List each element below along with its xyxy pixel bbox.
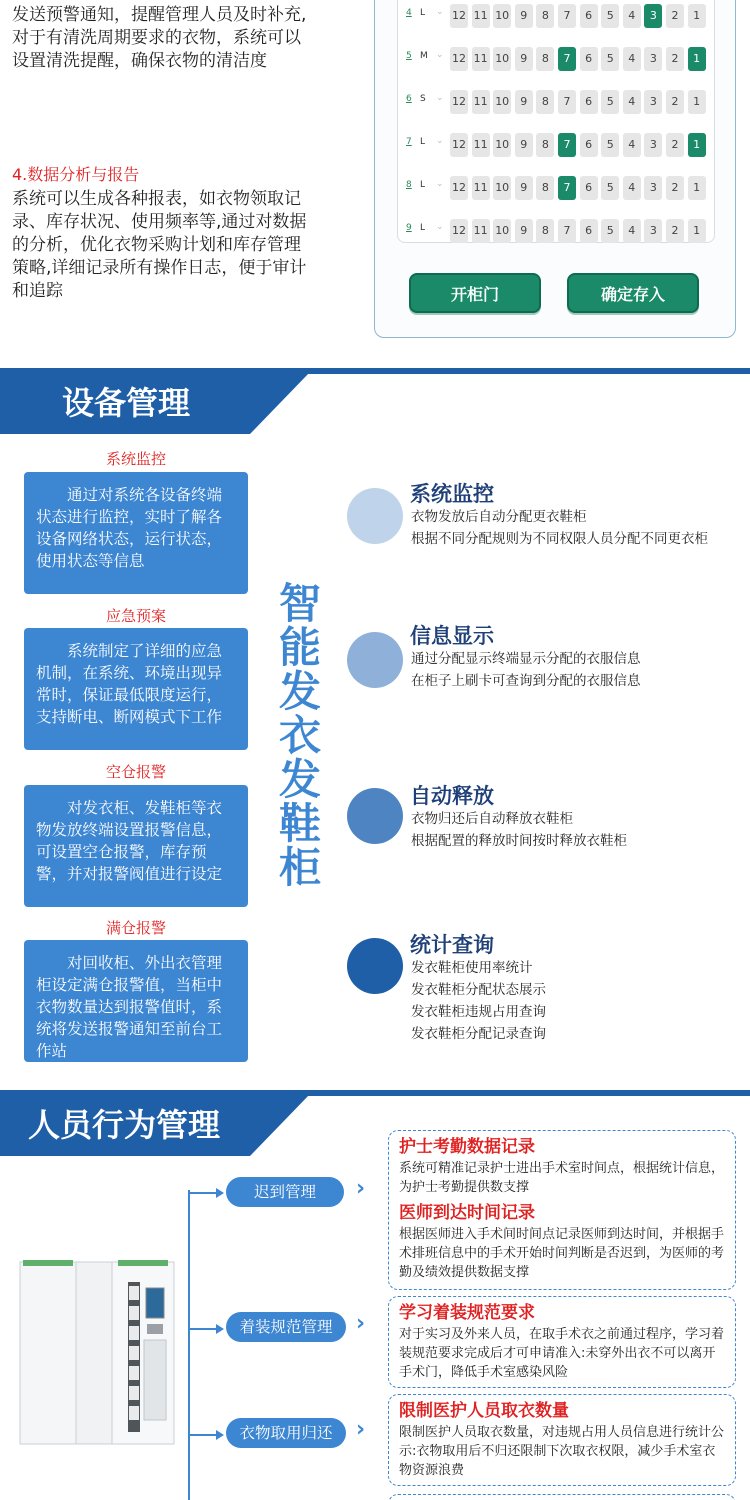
feature-title: 自动释放 (410, 784, 494, 808)
chevron-down-icon[interactable]: ⌄ (436, 50, 444, 60)
row-size: L (420, 180, 426, 190)
slot-row (398, 47, 716, 71)
slot-cell[interactable]: 10 (493, 90, 511, 114)
slot-cell[interactable]: 7 (558, 47, 576, 71)
slot-cell[interactable]: 3 (644, 219, 662, 243)
row-number: 5 (406, 51, 412, 61)
slot-cell[interactable]: 2 (666, 90, 684, 114)
monitor-box: 通过对系统各设备终端状态进行监控，实时了解各设备网络状态，运行状态，使用状态等信息 (24, 472, 248, 594)
slot-cell[interactable]: 10 (493, 176, 511, 200)
slot-row (398, 90, 716, 114)
slot-cell[interactable]: 6 (580, 90, 598, 114)
slot-cell[interactable]: 3 (644, 90, 662, 114)
feature-circle (347, 632, 403, 688)
slot-cell[interactable]: 4 (623, 219, 641, 243)
chevron-down-icon[interactable]: ⌄ (436, 93, 444, 103)
row-number: 9 (406, 223, 412, 233)
body-line: 录、库存状况、使用频率等,通过对数据 (12, 212, 307, 232)
chevron-right-icon: › (356, 1417, 366, 1442)
section-4-title: 4.数据分析与报告 (12, 165, 140, 184)
slot-cell[interactable]: 7 (558, 219, 576, 243)
dress-code-pill: 着装规范管理 (226, 1312, 346, 1342)
slot-cell[interactable]: 12 (450, 90, 468, 114)
slot-cell[interactable]: 10 (493, 133, 511, 157)
slot-cell[interactable]: 6 (580, 133, 598, 157)
row-size: L (420, 223, 426, 233)
slot-row (398, 176, 716, 200)
slot-cell[interactable]: 7 (558, 4, 576, 28)
slot-cell[interactable]: 2 (666, 176, 684, 200)
connector-line (188, 1328, 216, 1330)
intro-line: 发送预警通知，提醒管理人员及时补充, (12, 5, 307, 25)
slot-cell[interactable]: 1 (688, 47, 706, 71)
slot-cell[interactable]: 4 (623, 47, 641, 71)
row-number: 6 (406, 94, 412, 104)
open-door-button[interactable]: 开柜门 (409, 273, 541, 313)
feature-line: 发衣鞋柜违规占用查询 (411, 1004, 546, 1020)
slot-cell[interactable]: 3 (644, 47, 662, 71)
slot-cell[interactable]: 5 (601, 176, 619, 200)
chevron-right-icon: › (356, 1311, 366, 1336)
empty-alarm-tag: 空仓报警 (105, 763, 166, 781)
slot-cell[interactable]: 8 (536, 4, 554, 28)
body-line: 的分析，优化衣物采购计划和库存管理 (12, 235, 301, 255)
slot-row (398, 219, 716, 243)
intro-line: 对于有清洗周期要求的衣物，系统可以 (12, 28, 301, 48)
slot-cell[interactable]: 7 (558, 176, 576, 200)
row-number: 8 (406, 180, 412, 190)
arrow-icon (216, 1324, 224, 1334)
slot-cell[interactable]: 2 (666, 219, 684, 243)
slot-cell[interactable]: 6 (580, 4, 598, 28)
item-title: 护士考勤数据记录 (399, 1137, 535, 1157)
slot-cell[interactable]: 9 (515, 90, 533, 114)
next-box-edge (388, 1494, 736, 1500)
slot-cell[interactable]: 5 (601, 4, 619, 28)
emergency-box: 系统制定了详细的应急机制，在系统、环境出现异常时，保证最低限度运行，支持断电、断网模式下工作 (24, 628, 248, 750)
feature-line: 发衣鞋柜分配状态展示 (411, 982, 546, 998)
slot-cell[interactable]: 9 (515, 47, 533, 71)
slot-cell[interactable]: 11 (472, 90, 490, 114)
empty-alarm-box: 对发衣柜、发鞋柜等衣物发放终端设置报警信息，可设置空仓报警，库存预警，并对报警阀值进行设定 (24, 785, 248, 907)
feature-circle (347, 488, 403, 544)
equipment-banner: 设备管理 (0, 372, 250, 434)
chevron-right-icon: › (356, 1176, 366, 1201)
slot-cell[interactable]: 8 (536, 219, 554, 243)
feature-line: 通过分配显示终端显示分配的衣服信息 (411, 651, 641, 667)
item-title: 学习着装规范要求 (399, 1303, 535, 1323)
item-text: 系统可精准记录护士进出手术室时间点，根据统计信息，为护士考勤提供数支撑 (399, 1161, 725, 1195)
slot-cell[interactable]: 8 (536, 90, 554, 114)
slot-cell[interactable]: 4 (623, 4, 641, 28)
slot-cell[interactable]: 12 (450, 219, 468, 243)
feature-line: 根据不同分配规则为不同权限人员分配不同更衣柜 (411, 531, 708, 547)
slot-cell[interactable]: 11 (472, 47, 490, 71)
slot-cell[interactable]: 1 (688, 219, 706, 243)
row-size: M (420, 51, 428, 61)
slot-cell[interactable]: 10 (493, 47, 511, 71)
clothing-return-box (388, 1394, 736, 1486)
slot-cell[interactable]: 1 (688, 90, 706, 114)
slot-cell[interactable]: 3 (644, 176, 662, 200)
full-alarm-tag: 满仓报警 (105, 919, 166, 937)
feature-title: 统计查询 (410, 933, 494, 957)
slot-cell[interactable]: 5 (601, 47, 619, 71)
slot-cell[interactable]: 9 (515, 4, 533, 28)
feature-line: 衣物归还后自动释放衣鞋柜 (411, 811, 573, 827)
vertical-product-title: 智能发衣发鞋柜 (278, 579, 321, 892)
feature-desc (411, 957, 546, 1045)
slot-cell[interactable]: 2 (666, 4, 684, 28)
row-number: 4 (406, 8, 412, 18)
slot-cell[interactable]: 5 (601, 219, 619, 243)
slot-cell[interactable]: 4 (623, 176, 641, 200)
slot-cell[interactable]: 7 (558, 90, 576, 114)
slot-cell[interactable]: 3 (644, 4, 662, 28)
slot-cell[interactable]: 11 (472, 176, 490, 200)
intro-text (12, 4, 342, 73)
slot-cell[interactable]: 12 (450, 47, 468, 71)
slot-cell[interactable]: 1 (688, 176, 706, 200)
body-line: 和追踪 (12, 281, 63, 301)
emergency-tag: 应急预案 (105, 607, 166, 625)
item-text: 对于实习及外来人员，在取手术衣之前通过程序，学习着装规范要求完成后才可申请准入:未穿外出衣不可以离开手术门，降低手术室感染风险 (399, 1327, 725, 1380)
slot-cell[interactable]: 4 (623, 90, 641, 114)
cabinet-illustration (18, 1258, 178, 1448)
slot-cell[interactable]: 6 (580, 47, 598, 71)
feature-line: 发衣鞋柜使用率统计 (411, 960, 533, 976)
row-size: L (420, 137, 426, 147)
feature-desc (411, 506, 708, 550)
full-alarm-box: 对回收柜、外出衣管理柜设定满仓报警值，当柜中衣物数量达到报警值时，系统将发送报警通知至前台工作站 (24, 940, 248, 1062)
chevron-down-icon[interactable]: ⌄ (436, 222, 444, 232)
arrow-icon (216, 1430, 224, 1440)
slot-cell[interactable]: 10 (493, 219, 511, 243)
feature-line: 根据配置的释放时间按时释放衣鞋柜 (411, 833, 627, 849)
connector-line (188, 1190, 190, 1500)
monitor-tag: 系统监控 (105, 450, 166, 468)
slot-cell[interactable]: 4 (623, 133, 641, 157)
feature-desc (411, 808, 627, 852)
slot-cell[interactable]: 5 (601, 90, 619, 114)
slot-cell[interactable]: 6 (580, 176, 598, 200)
slot-cell[interactable]: 7 (558, 133, 576, 157)
slot-row (398, 133, 716, 157)
slot-cell[interactable]: 1 (688, 4, 706, 28)
slot-cell[interactable]: 12 (450, 4, 468, 28)
item-text: 限制医护人员取衣数量，对违规占用人员信息进行统计公示:衣物取用后不归还限制下次取衣权限，减少手术室衣物资源浪费 (399, 1425, 725, 1478)
slot-cell[interactable]: 9 (515, 176, 533, 200)
intro-line: 设置清洗提醒，确保衣物的清洁度 (12, 51, 267, 71)
feature-line: 在柜子上刷卡可查询到分配的衣服信息 (411, 673, 641, 689)
slot-cell[interactable]: 8 (536, 133, 554, 157)
slot-cell[interactable]: 2 (666, 133, 684, 157)
feature-circle (347, 788, 403, 844)
slot-cell[interactable]: 6 (580, 219, 598, 243)
slot-cell[interactable]: 9 (515, 133, 533, 157)
connector-line (188, 1192, 216, 1194)
dress-code-box (388, 1296, 736, 1388)
clothing-return-pill: 衣物取用归还 (226, 1418, 346, 1448)
feature-title: 系统监控 (410, 482, 494, 506)
slot-cell[interactable]: 11 (472, 133, 490, 157)
slot-cell[interactable]: 11 (472, 4, 490, 28)
late-management-pill: 迟到管理 (226, 1177, 344, 1207)
slot-cell[interactable]: 8 (536, 176, 554, 200)
slot-cell[interactable]: 10 (493, 4, 511, 28)
chevron-down-icon[interactable]: ⌄ (436, 7, 444, 17)
late-management-box (388, 1130, 736, 1290)
row-size: L (420, 8, 426, 18)
slot-cell[interactable]: 11 (472, 219, 490, 243)
banner-decoration (250, 372, 310, 434)
slot-cell[interactable]: 5 (601, 133, 619, 157)
slot-cell[interactable]: 9 (515, 219, 533, 243)
chevron-down-icon[interactable]: ⌄ (436, 179, 444, 189)
cabinet-screen-panel (374, 0, 736, 338)
feature-circle (347, 938, 403, 994)
feature-desc (411, 648, 641, 692)
feature-line: 衣物发放后自动分配更衣鞋柜 (411, 509, 587, 525)
slot-cell[interactable]: 12 (450, 133, 468, 157)
chevron-down-icon[interactable]: ⌄ (436, 136, 444, 146)
slot-cell[interactable]: 1 (688, 133, 706, 157)
section-4-body (12, 188, 342, 303)
slot-cell[interactable]: 3 (644, 133, 662, 157)
personnel-banner: 人员行为管理 (0, 1094, 250, 1156)
feature-title: 信息显示 (410, 624, 494, 648)
banner-decoration (250, 1094, 310, 1156)
slot-cell[interactable]: 8 (536, 47, 554, 71)
item-title: 限制医护人员取衣数量 (399, 1401, 569, 1421)
confirm-store-button[interactable]: 确定存入 (567, 273, 699, 313)
slot-cell[interactable]: 2 (666, 47, 684, 71)
body-line: 系统可以生成各种报表，如衣物领取记 (12, 189, 301, 209)
item-title: 医师到达时间记录 (399, 1203, 535, 1223)
connector-line (188, 1434, 216, 1436)
body-line: 策略,详细记录所有操作日志，便于审计 (12, 258, 307, 278)
arrow-icon (216, 1188, 224, 1198)
row-number: 7 (406, 137, 412, 147)
item-text: 根据医师进入手术间时间点记录医师到达时间，并根据手术排班信息中的手术开始时间判断是否迟到，为医师的考勤及绩效提供数据支撑 (399, 1227, 725, 1280)
row-size: S (420, 94, 426, 104)
feature-line: 发衣鞋柜分配记录查询 (411, 1026, 546, 1042)
slot-cell[interactable]: 12 (450, 176, 468, 200)
slot-grid (397, 0, 715, 243)
slot-row (398, 4, 716, 28)
